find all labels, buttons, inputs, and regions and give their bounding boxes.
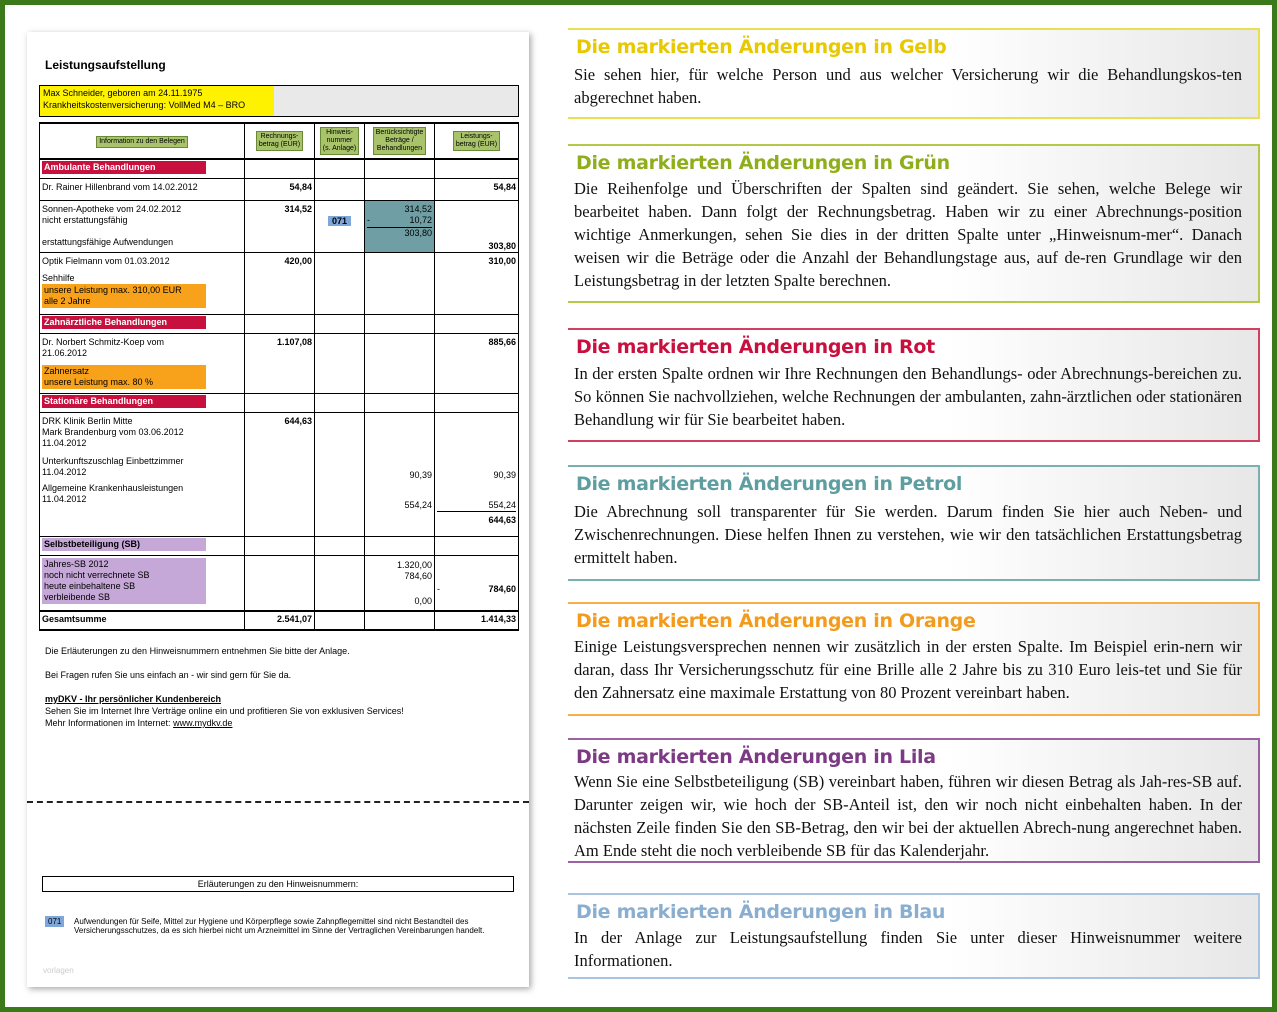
explanation-title: Die markierten Änderungen in Rot [576,336,935,358]
explanation-text: Sie sehen hier, für welche Person und aus welcher Versicherung wir die Behandlungskos-ten abgerechnet haben. [574,65,1242,107]
insurance-name: Krankheitskostenversicherung: VollMed M4 – BRO [43,100,246,110]
statement-document [27,32,529,987]
section-row [40,315,519,334]
watermark: vorlagen [43,966,74,975]
header-invoice-amount: Rechnungs- betrag (EUR) [256,131,303,151]
person-name: Max Schneider, geboren am 24.11.1975 [43,88,203,98]
explanation-text: In der Anlage zur Leistungsaufstellung finden Sie unter dieser Hinweisnummer weitere Informationen. [574,928,1242,970]
explanation-green [568,144,1260,303]
header-reference-number: Hinweis- nummer (s. Anlage) [320,127,359,155]
table-row: Jahres-SB 2012 noch nicht verrechnete SB heute einbehaltene SB verbleibende SB 1.320,00 784,60 0,00 - 784,60 [40,556,519,612]
section-row [40,394,519,413]
section-row [40,537,519,556]
explanation-title: Die markierten Änderungen in Blau [576,901,946,923]
explanation-red [568,328,1260,442]
explanation-title: Die markierten Änderungen in Grün [576,152,950,174]
mydkv-description: Sehen Sie im Internet Ihre Verträge online ein und profitieren Sie von exklusiven Services! [45,706,404,716]
explanation-text: Einige Leistungsversprechen nennen wir zusätzlich in der ersten Spalte. Im Beispiel erin-nern wir daran, dass Ihr Versicherungsschutz für eine Brille alle 2 Jahre bis zu 310 Euro leis-tet und Sie für den Zahnersatz eine maximale Erstattung von 80 Prozent vereinbart haben. [574,637,1242,702]
table-header-row [40,123,519,159]
table-row: Optik Fielmann vom 01.03.2012 Sehhilfe unsere Leistung max. 310,00 EUR alle 2 Jahre 420,00 310,00 [40,253,519,315]
explanation-title: Die markierten Änderungen in Gelb [576,36,947,58]
table-row: Dr. Rainer Hillenbrand vom 14.02.2012 54,84 54,84 [40,179,519,201]
person-highlight-yellow [40,86,274,116]
explanation-yellow [568,28,1260,119]
section-ambulant: Ambulante Behandlungen [42,161,206,174]
explanation-petrol [568,465,1260,581]
explanation-title: Die markierten Änderungen in Lila [576,746,936,768]
explanation-text: Die Abrechnung soll transparenter für Sie werden. Darum finden Sie hier auch Neben- und Zwischenrechnungen. Diese helfen Ihnen zu verstehen, wie wir den tatsächlichen Erstattungsbetrag ermittelt haben. [574,502,1242,567]
mydkv-more: Mehr Informationen im Internet: www.mydkv.de [45,718,233,728]
explanation-text: In der ersten Spalte ordnen wir Ihre Rechnungen den Behandlungs- oder Abrechnungs-bereichen zu. So können Sie nachvollziehen, welche Rechnungen der ambulanten, zahn-ärztlichen oder stationären Behandlung wir für Sie bearbeitet haben. [574,364,1242,429]
code-badge: 071 [45,916,64,927]
lila-note: Jahres-SB 2012 noch nicht verrechnete SB heute einbehaltene SB verbleibende SB [42,558,206,604]
mydkv-title: myDKV - Ihr persönlicher Kundenbereich [45,694,222,704]
total-row: Gesamtsumme 2.541,07 1.414,33 [40,611,519,630]
reference-code-badge: 071 [328,216,351,226]
explanations-header: Erläuterungen zu den Hinweisnummern: [42,876,514,892]
orange-note: unsere Leistung max. 310,00 EUR alle 2 Jahre [42,284,206,308]
note-questions: Bei Fragen rufen Sie uns einfach an - wir sind gern für Sie da. [45,670,292,680]
table-row: DRK Klinik Berlin Mitte Mark Brandenburg vom 03.06.2012 11.04.2012 Unterkunftszuschlag Einbettzimmer 11.04.2012 Allgemeine Krankenhausleistungen 11.04.2012 644,63 90,39 554,24 90,39 554,24 644,63 [40,413,519,537]
section-row [40,159,519,179]
header-info: Information zu den Belegen [96,136,188,148]
section-inpatient: Stationäre Behandlungen [42,395,206,408]
document-title: Leistungsaufstellung [45,58,166,72]
statement-table [39,122,519,631]
header-considered-amounts: Berücksichtigte Beträge / Behandlungen [373,127,426,155]
explanation-title: Die markierten Änderungen in Orange [576,610,976,632]
page-frame [5,5,1272,1007]
table-row: Sonnen-Apotheke vom 24.02.2012 nicht erstattungsfähig erstattungsfähige Aufwendungen 314,52 071 314,52 - 10,72 303,80 303,80 [40,201,519,253]
note-references: Die Erläuterungen zu den Hinweisnummern entnehmen Sie bitte der Anlage. [45,646,350,656]
explanation-title: Die markierten Änderungen in Petrol [576,473,963,495]
explanation-orange [568,602,1260,716]
section-dental: Zahnärztliche Behandlungen [42,316,206,329]
section-deductible: Selbstbeteiligung (SB) [42,538,206,551]
table-row: Dr. Norbert Schmitz-Koep vom 21.06.2012 Zahnersatz unsere Leistung max. 80 % 1.107,08 885,66 [40,334,519,394]
explanation-text: Wenn Sie eine Selbstbeteiligung (SB) vereinbart haben, führen wir diesen Betrag als Jah-res-SB auf. Darunter zeigen wir, wie hoch der SB-Anteil ist, den wir noch nicht einbehalten haben. In der nächsten Zeile finden Sie den SB-Betrag, den wir bei der aktuellen Abrech-nung angerechnet haben. Am Ende steht die noch verbleibende SB für das Kalenderjahr. [574,772,1242,860]
header-benefit-amount: Leistungs- betrag (EUR) [453,131,500,151]
cut-line [27,801,529,803]
explanation-lila [568,738,1260,863]
person-box [39,85,519,117]
code-explanation: Aufwendungen für Seife, Mittel zur Hygiene und Körperpflege sowie Zahnpflegemittel sind nicht Bestandteil des Versicherungsschutzes, da es sich hierbei nicht um Arzneimittel im Sinne der Vertraglichen Vereinbarungen handelt. [74,917,485,935]
mydkv-link[interactable]: www.mydkv.de [173,718,233,728]
orange-note: Zahnersatz unsere Leistung max. 80 % [42,365,206,389]
explanation-text: Die Reihenfolge und Überschriften der Spalten sind geändert. Sie sehen, welche Belege wir bearbeitet haben. Dann folgt der Rechnungsbetrag. Haben wir zu einer Abrechnungs-position wichtige Anmerkungen, sehen Sie dies in der dritten Spalte unter „Hinweisnum-mer“. Danach weisen wir die Beträge oder die Anzahl der Behandlungstage aus, auf de-ren Grundlage wir den Leistungsbetrag in der letzten Spalte berechnen. [574,179,1242,290]
explanation-blue [568,893,1260,979]
